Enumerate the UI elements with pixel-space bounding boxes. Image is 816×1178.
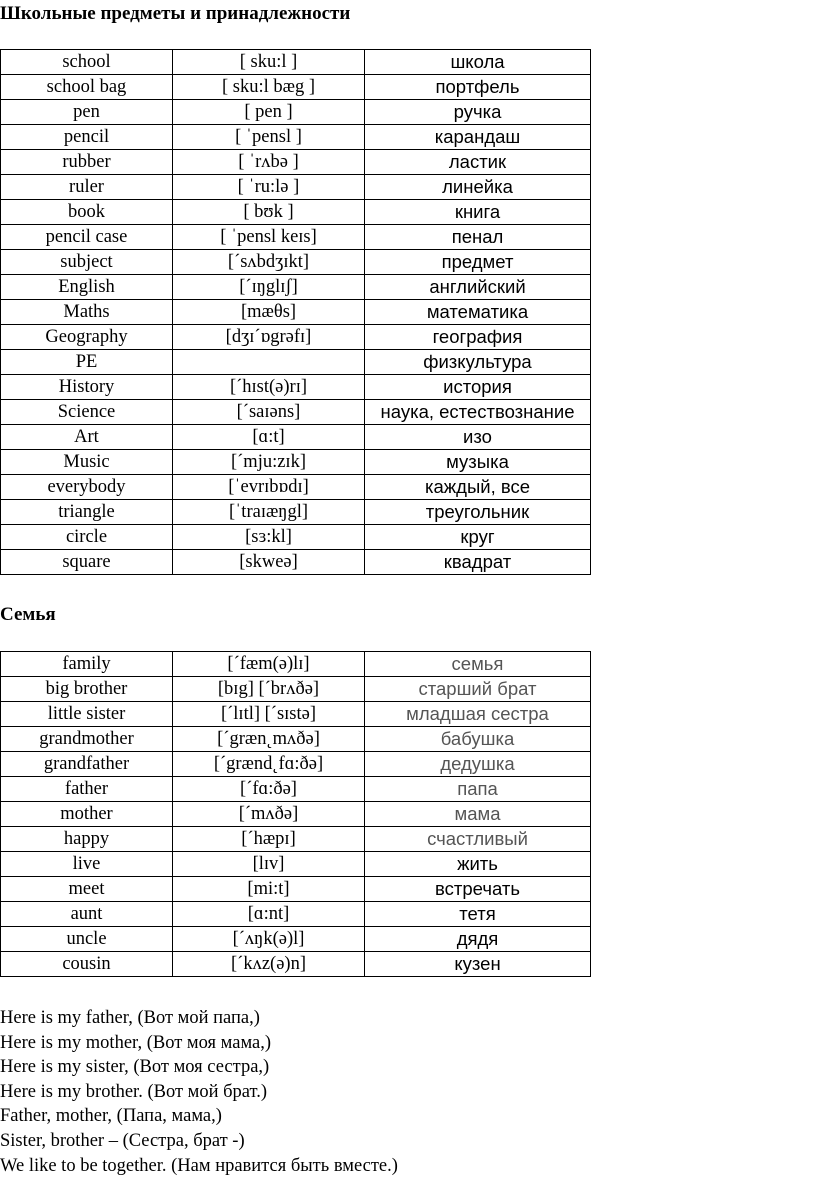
russian-translation: карандаш [365, 125, 591, 150]
russian-translation: дядя [365, 927, 591, 952]
english-word: circle [1, 525, 173, 550]
english-word: mother [1, 802, 173, 827]
transcription: [ bʊk ] [173, 200, 365, 225]
english-word: PE [1, 350, 173, 375]
english-word: Music [1, 450, 173, 475]
russian-translation: изо [365, 425, 591, 450]
transcription: [´lɪtl] [´sɪstə] [173, 702, 365, 727]
transcription: [lɪv] [173, 852, 365, 877]
transcription: [ sku:l ] [173, 50, 365, 75]
poem-line: Father, mother, (Папа, мама,) [0, 1106, 222, 1127]
transcription: [ɑ:nt] [173, 902, 365, 927]
table-row [1, 250, 591, 275]
transcription: [sɜ:kl] [173, 525, 365, 550]
transcription: [dʒɪ´ɒgrəfɪ] [173, 325, 365, 350]
english-word: family [1, 652, 173, 677]
table-row [1, 275, 591, 300]
english-word: subject [1, 250, 173, 275]
family-vocabulary-table [0, 651, 591, 977]
transcription: [ sku:l bæg ] [173, 75, 365, 100]
russian-translation: физкультура [365, 350, 591, 375]
russian-translation: счастливый [365, 827, 591, 852]
english-word: Science [1, 400, 173, 425]
table-row [1, 400, 591, 425]
transcription: [´fɑ:ðə] [173, 777, 365, 802]
russian-translation: семья [365, 652, 591, 677]
table-row [1, 200, 591, 225]
english-word: little sister [1, 702, 173, 727]
poem-line: Here is my brother. (Вот мой брат.) [0, 1081, 268, 1102]
table-row [1, 375, 591, 400]
school-section-title: Школьные предметы и принадлежности [0, 3, 351, 24]
table-row [1, 325, 591, 350]
table-row [1, 300, 591, 325]
table-row [1, 702, 591, 727]
table-row [1, 727, 591, 752]
table-row [1, 652, 591, 677]
russian-translation: квадрат [365, 550, 591, 575]
russian-translation: круг [365, 525, 591, 550]
transcription: [´græn˛mʌðə] [173, 727, 365, 752]
table-row [1, 802, 591, 827]
russian-translation: линейка [365, 175, 591, 200]
transcription: [skweə] [173, 550, 365, 575]
russian-translation: кузен [365, 952, 591, 977]
english-word: everybody [1, 475, 173, 500]
table-row [1, 450, 591, 475]
poem-text [0, 1006, 398, 1178]
table-row [1, 50, 591, 75]
transcription: [´hæpɪ] [173, 827, 365, 852]
russian-translation: ластик [365, 150, 591, 175]
russian-translation: английский [365, 275, 591, 300]
transcription: [´kʌz(ə)n] [173, 952, 365, 977]
english-word: live [1, 852, 173, 877]
transcription: [ˈtraɪæŋgl] [173, 500, 365, 525]
table-row [1, 877, 591, 902]
transcription: [ˈevrɪbɒdɪ] [173, 475, 365, 500]
table-row [1, 525, 591, 550]
english-word: Geography [1, 325, 173, 350]
table-row [1, 175, 591, 200]
transcription: [´ɪŋglɪʃ] [173, 275, 365, 300]
russian-translation: старший брат [365, 677, 591, 702]
table-row [1, 902, 591, 927]
russian-translation: треугольник [365, 500, 591, 525]
russian-translation: младшая сестра [365, 702, 591, 727]
russian-translation: музыка [365, 450, 591, 475]
poem-line: Here is my sister, (Вот моя сестра,) [0, 1057, 270, 1078]
english-word: big brother [1, 677, 173, 702]
transcription: [´ʌŋk(ə)l] [173, 927, 365, 952]
english-word: uncle [1, 927, 173, 952]
russian-translation: предмет [365, 250, 591, 275]
russian-translation: наука, естествознание [365, 400, 591, 425]
russian-translation: школа [365, 50, 591, 75]
table-row [1, 125, 591, 150]
table-row [1, 777, 591, 802]
table-row [1, 75, 591, 100]
transcription: [ pen ] [173, 100, 365, 125]
english-word: meet [1, 877, 173, 902]
russian-translation: папа [365, 777, 591, 802]
russian-translation: встречать [365, 877, 591, 902]
poem-line: We like to be together. (Нам нравится быть вместе.) [0, 1155, 398, 1176]
english-word: cousin [1, 952, 173, 977]
transcription: [ ˈru:lə ] [173, 175, 365, 200]
russian-translation: история [365, 375, 591, 400]
family-section-title: Семья [0, 604, 56, 625]
russian-translation: портфель [365, 75, 591, 100]
transcription: [mi:t] [173, 877, 365, 902]
english-word: Maths [1, 300, 173, 325]
table-row [1, 150, 591, 175]
table-row [1, 500, 591, 525]
english-word: happy [1, 827, 173, 852]
english-word: ruler [1, 175, 173, 200]
russian-translation: пенал [365, 225, 591, 250]
english-word: book [1, 200, 173, 225]
english-word: aunt [1, 902, 173, 927]
transcription: [ ˈpensl keɪs] [173, 225, 365, 250]
table-row [1, 100, 591, 125]
russian-translation: ручка [365, 100, 591, 125]
russian-translation: книга [365, 200, 591, 225]
english-word: school bag [1, 75, 173, 100]
transcription: [´sʌbdʒɪkt] [173, 250, 365, 275]
transcription: [ ˈrʌbə ] [173, 150, 365, 175]
table-row [1, 425, 591, 450]
english-word: English [1, 275, 173, 300]
english-word: triangle [1, 500, 173, 525]
russian-translation: каждый, все [365, 475, 591, 500]
table-row [1, 550, 591, 575]
table-row [1, 475, 591, 500]
english-word: father [1, 777, 173, 802]
table-row [1, 225, 591, 250]
poem-line: Here is my father, (Вот мой папа,) [0, 1008, 260, 1028]
russian-translation: тетя [365, 902, 591, 927]
english-word: pencil case [1, 225, 173, 250]
english-word: History [1, 375, 173, 400]
english-word: square [1, 550, 173, 575]
table-row [1, 350, 591, 375]
transcription: [ɑ:t] [173, 425, 365, 450]
russian-translation: математика [365, 300, 591, 325]
english-word: grandmother [1, 727, 173, 752]
table-row [1, 827, 591, 852]
transcription: [´hɪst(ə)rɪ] [173, 375, 365, 400]
table-row [1, 752, 591, 777]
russian-translation: география [365, 325, 591, 350]
transcription: [´mʌðə] [173, 802, 365, 827]
transcription: [´saɪəns] [173, 400, 365, 425]
russian-translation: жить [365, 852, 591, 877]
transcription: [bɪg] [´brʌðə] [173, 677, 365, 702]
english-word: school [1, 50, 173, 75]
poem-line: Sister, brother – (Сестра, брат -) [0, 1130, 245, 1151]
table-row [1, 677, 591, 702]
table-row [1, 852, 591, 877]
russian-translation: дедушка [365, 752, 591, 777]
russian-translation: бабушка [365, 727, 591, 752]
english-word: grandfather [1, 752, 173, 777]
english-word: pen [1, 100, 173, 125]
transcription: [ ˈpensl ] [173, 125, 365, 150]
transcription: [mæθs] [173, 300, 365, 325]
transcription [173, 350, 365, 375]
transcription: [´mju:zɪk] [173, 450, 365, 475]
transcription: [´fæm(ə)lɪ] [173, 652, 365, 677]
poem-line: Here is my mother, (Вот моя мама,) [0, 1032, 272, 1053]
english-word: rubber [1, 150, 173, 175]
english-word: pencil [1, 125, 173, 150]
school-vocabulary-table [0, 49, 591, 575]
transcription: [´grænd˛fɑ:ðə] [173, 752, 365, 777]
english-word: Art [1, 425, 173, 450]
table-row [1, 952, 591, 977]
table-row [1, 927, 591, 952]
russian-translation: мама [365, 802, 591, 827]
